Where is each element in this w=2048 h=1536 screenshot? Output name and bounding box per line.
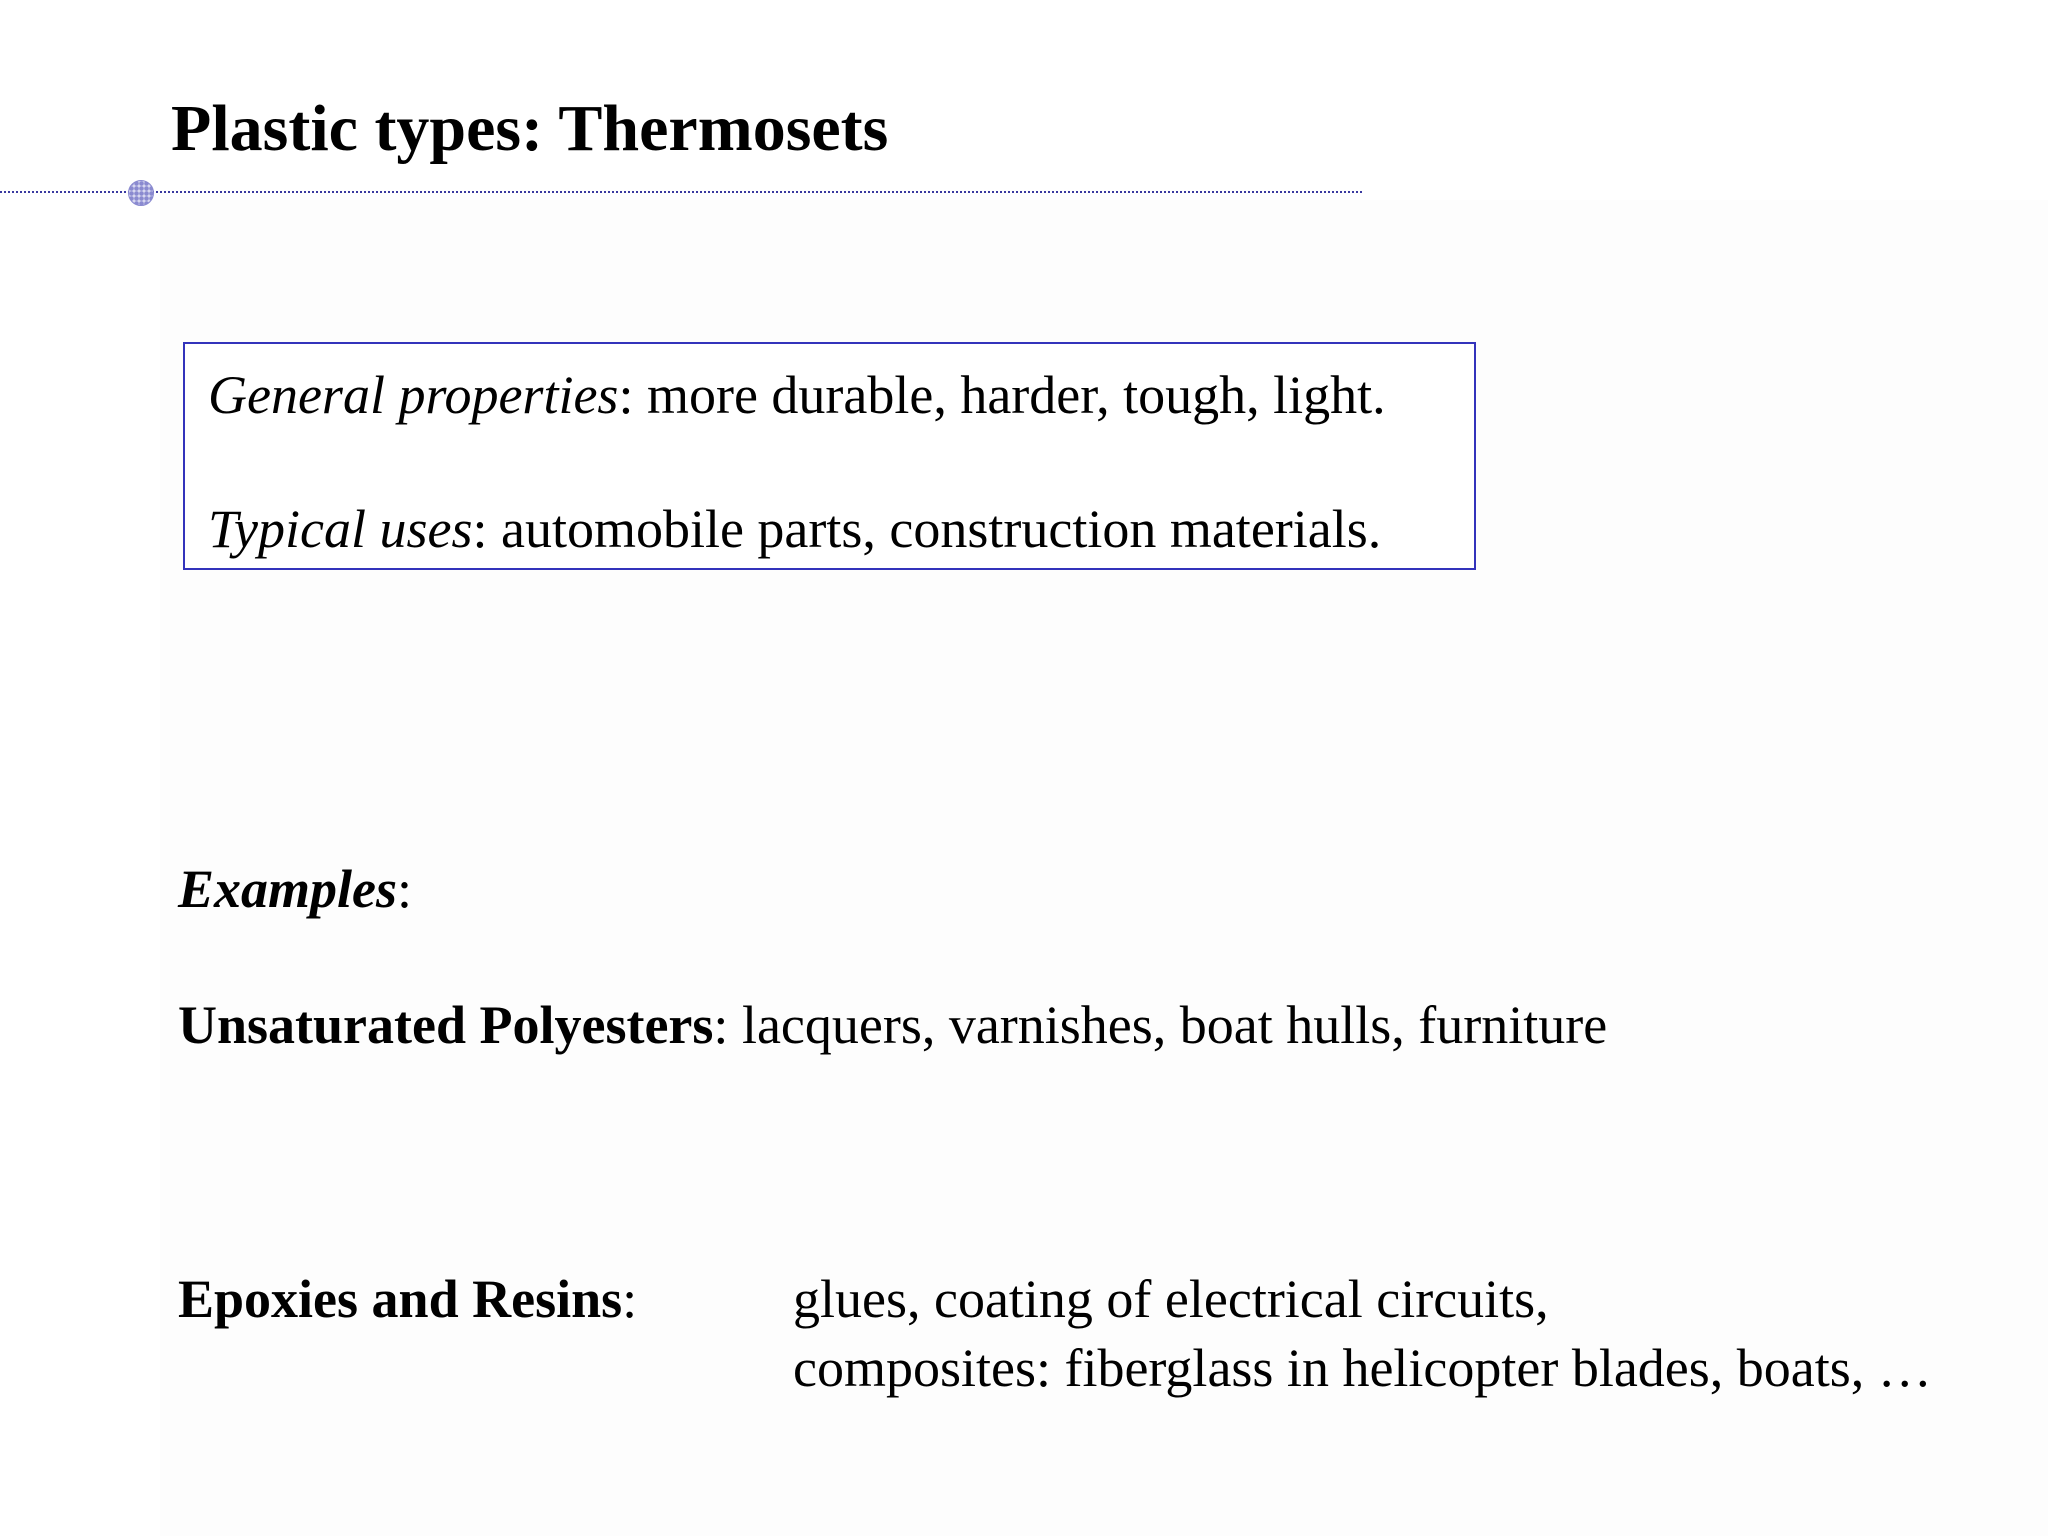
general-properties-text: more durable, harder, tough, light. xyxy=(633,365,1386,425)
slide-title: Plastic types: Thermosets xyxy=(171,92,889,165)
example-separator-epoxies: : xyxy=(622,1269,638,1329)
typical-uses-text: automobile parts, construction materials. xyxy=(487,499,1382,559)
example-separator-polyesters: : xyxy=(713,995,729,1055)
typical-uses-label: Typical uses xyxy=(208,499,473,559)
general-properties-separator: : xyxy=(618,365,634,425)
example-item-polyesters xyxy=(178,995,1608,1055)
general-properties-line xyxy=(208,365,1386,425)
general-properties-label: General properties xyxy=(208,365,619,425)
example-name-polyesters: Unsaturated Polyesters xyxy=(178,995,714,1055)
examples-heading-line xyxy=(178,859,413,919)
examples-heading: Examples xyxy=(178,859,398,919)
divider-bullet-icon xyxy=(128,180,154,206)
example-uses-epoxies-line2: composites: fiberglass in helicopter blades, boats, … xyxy=(793,1338,1932,1398)
example-uses-polyesters: lacquers, varnishes, boat hulls, furniture xyxy=(728,995,1608,1055)
typical-uses-separator: : xyxy=(472,499,488,559)
properties-box xyxy=(183,342,1476,570)
examples-heading-separator: : xyxy=(397,859,413,919)
title-divider xyxy=(0,191,1362,193)
example-uses-epoxies-line1: glues, coating of electrical circuits, xyxy=(793,1269,1549,1329)
example-item-epoxies xyxy=(178,1269,638,1329)
typical-uses-line xyxy=(208,499,1382,559)
example-name-epoxies: Epoxies and Resins xyxy=(178,1269,623,1329)
